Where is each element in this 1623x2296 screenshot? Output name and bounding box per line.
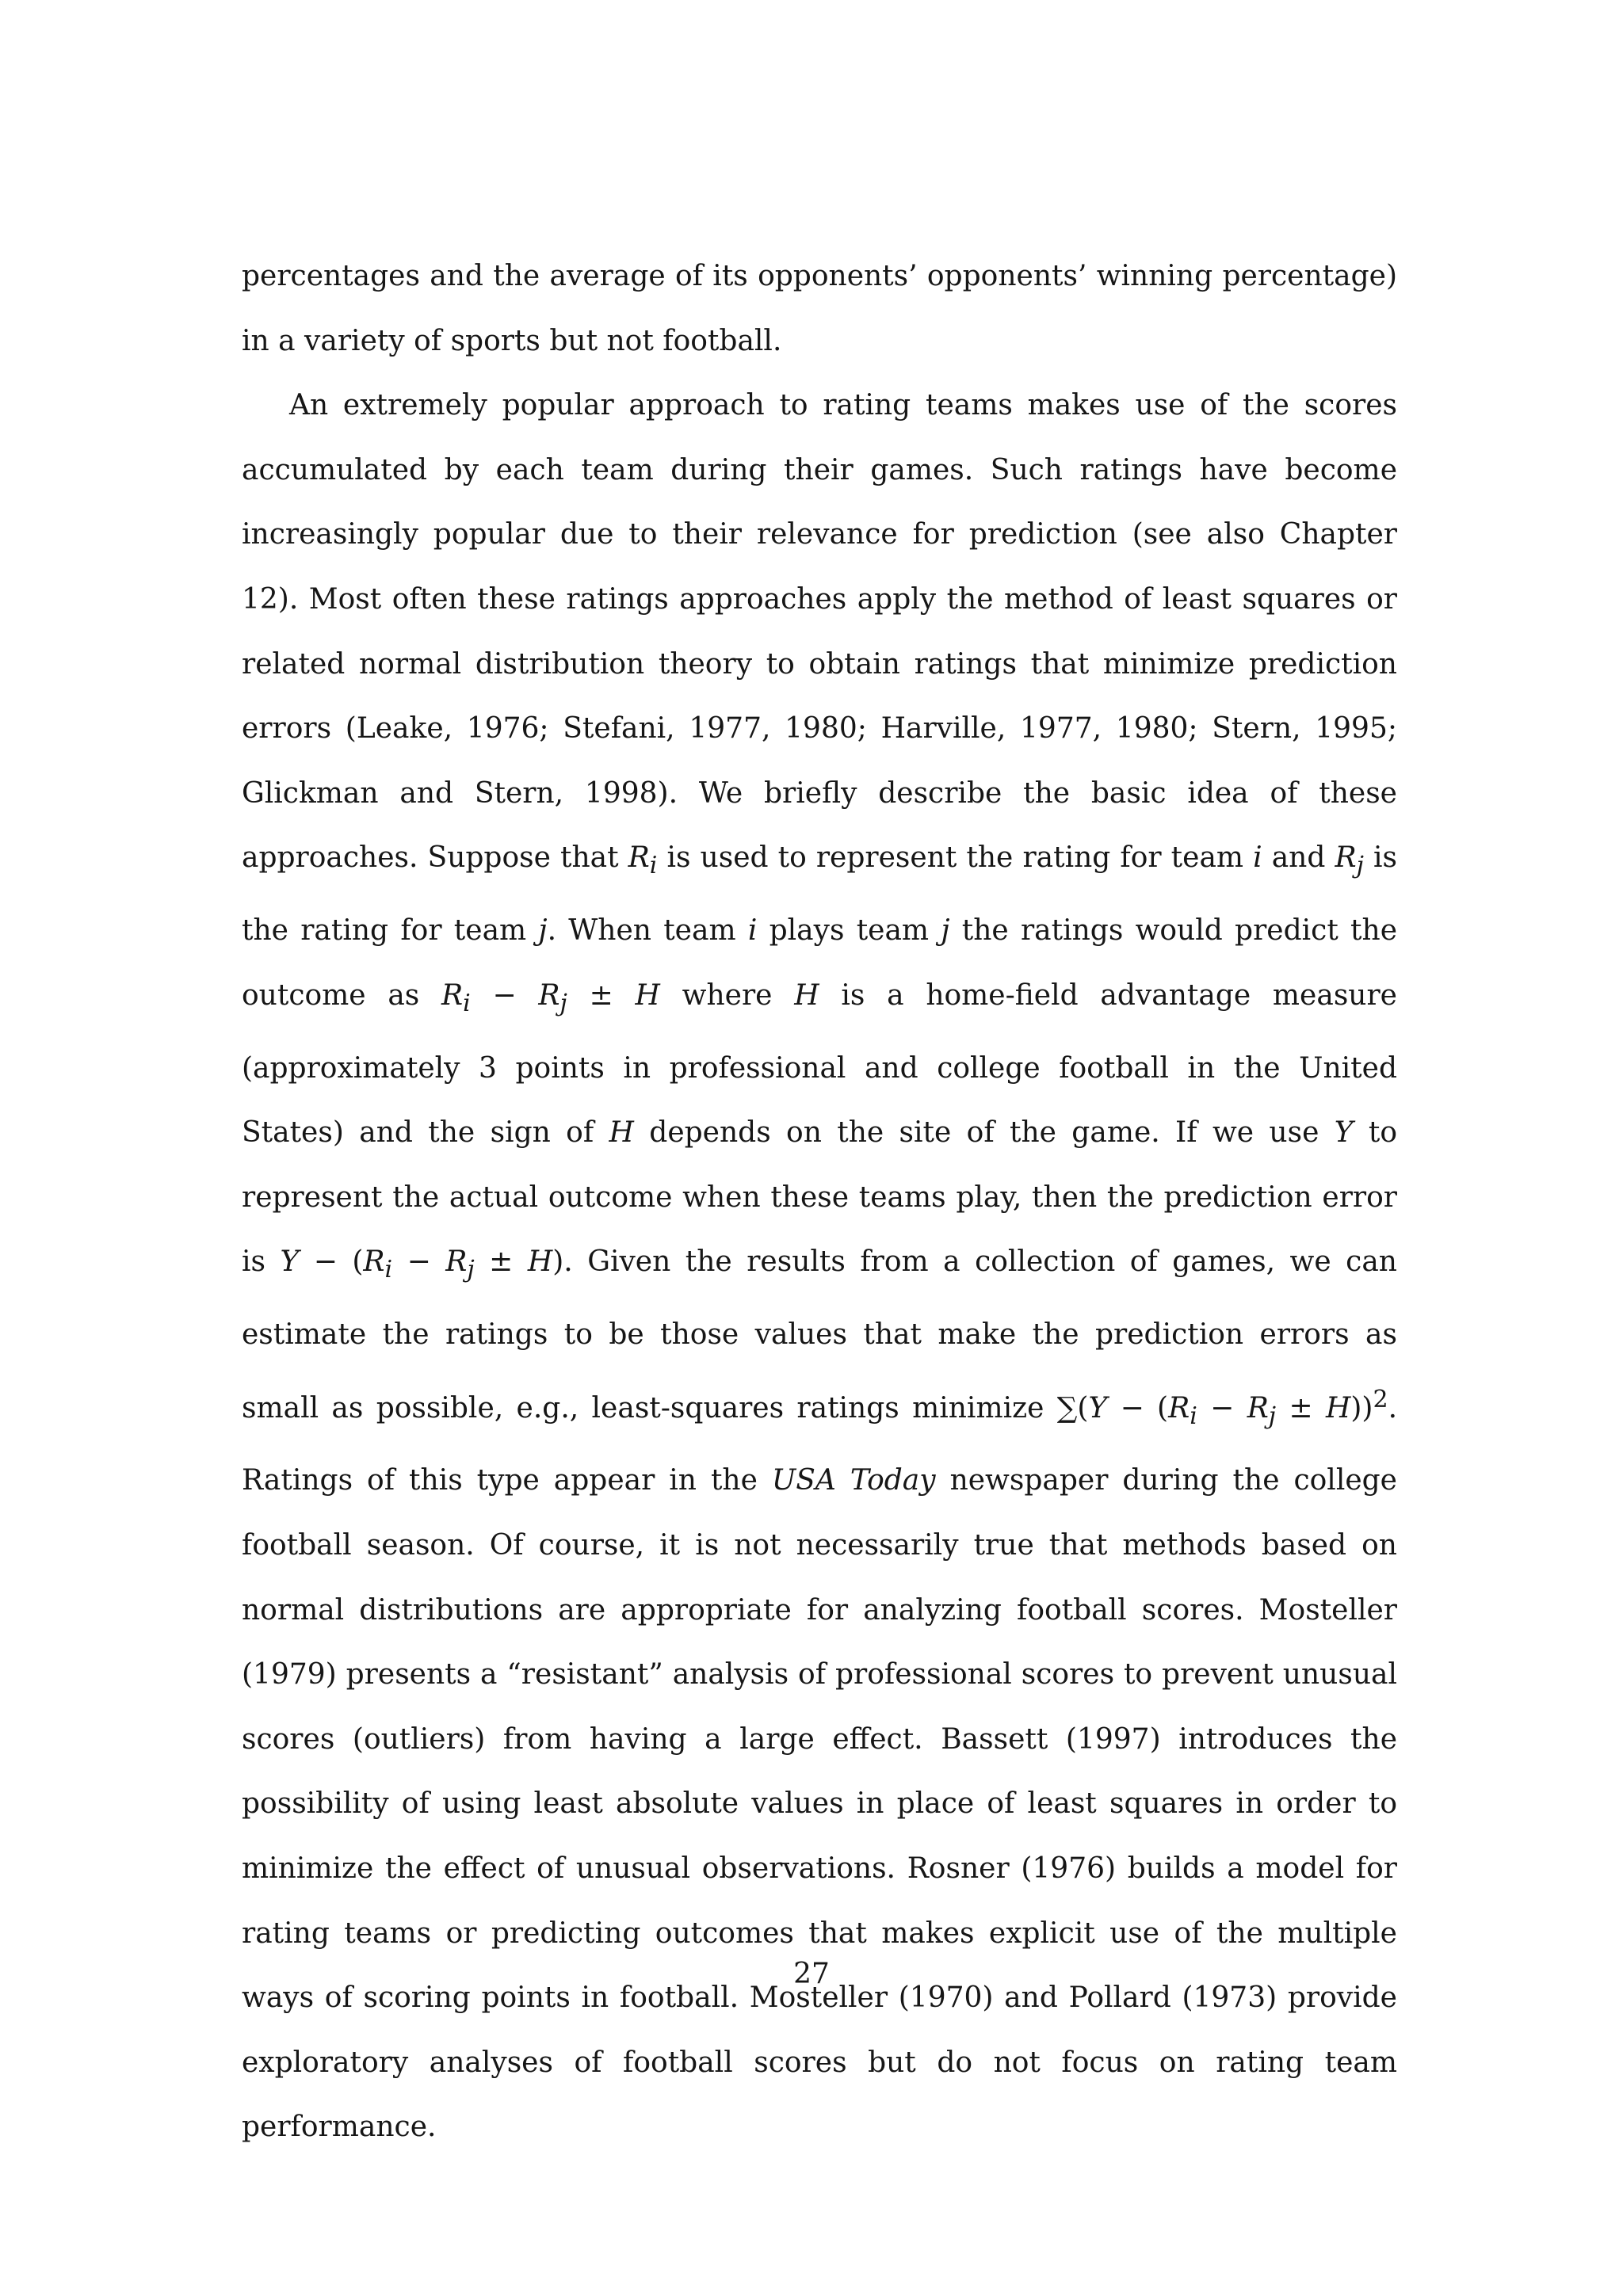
math-h: H [609,1116,634,1150]
text-segment: depends on the site of the game. If we use [633,1116,1335,1150]
text-segment: plays team [757,914,941,948]
math-h: H [794,978,819,1012]
text-segment: is used to represent the rating for team [657,841,1254,875]
text-segment: the ratings would predict the outcome as [242,914,1397,1012]
math-j: j [538,914,548,948]
math-r-i: $R_i$ [628,841,658,880]
math-y: Y [1334,1116,1354,1150]
paragraph-2 [242,373,1397,2160]
math-i: i [747,914,758,948]
text-segment: and [1262,841,1335,875]
math-i: i [1253,841,1262,875]
text-segment: An extremely popular approach to rating teams makes use of the scores accumulated by each team during their games. Such ratings have become increasingly popular due to their relevance for prediction (see also Chapter 12). Most often these ratings approaches apply the method of least squares or related normal distribution theory to obtain ratings that minimize prediction errors (Leake, 1976; Stefani, 1977, 1980; Harville, 1977, 1980; Stern, 1995; Glickman and Stern, 1998). We briefly describe the basic idea of these approaches. Suppose that [242,389,1397,875]
text-segment: is a home-field advantage measure (approximately 3 points in professional and college football in the United States) and the sign of [242,978,1397,1150]
text-segment: is the rating for team [242,841,1397,948]
math-j: j [941,914,950,948]
text-segment: to represent the actual outcome when these teams play, then the prediction error is [242,1116,1398,1279]
math-outcome-expression: $R_i - R_j \pm H$ [441,978,660,1017]
text-segment: . Ratings of this type appear in the [242,1391,1398,1497]
page-body [242,244,1397,2160]
math-r-j: $R_j$ [1335,841,1364,880]
math-prediction-error: $Y - (R_i - R_j \pm H)$ [280,1245,564,1284]
text-segment: . Given the results from a collection of games, we can estimate the ratings to be those values that make the prediction errors as small as possible, e.g., least-squares ratings minimize [242,1245,1397,1425]
text-segment: where [659,978,795,1012]
paragraph-1: percentages and the average of its opponents’ opponents’ winning percentage) in a variety of sports but not football. [242,260,1397,357]
usa-today-title: USA Today [771,1464,936,1497]
math-least-squares-sum: $\sum(Y - (R_i - R_j \pm H))^2$ [1056,1385,1388,1430]
page-number: 27 [793,1958,830,1990]
text-segment: . When team [547,914,748,948]
text-segment: newspaper during the college football season. Of course, it is not necessarily true that methods based on normal distributions are appropriate for analyzing football scores. Mosteller (1979) presents a “resistant” analysis of professional scores to prevent unusual scores (outliers) from having a large effect. Bassett (1997) introduces the possibility of using least absolute values in place of least squares in order to minimize the effect of unusual observations. Rosner (1976) builds a model for rating teams or predicting outcomes that makes explicit use of the multiple ways of scoring points in football. Mosteller (1970) and Pollard (1973) provide exploratory analyses of football scores but do not focus on rating team performance. [242,1464,1397,2144]
